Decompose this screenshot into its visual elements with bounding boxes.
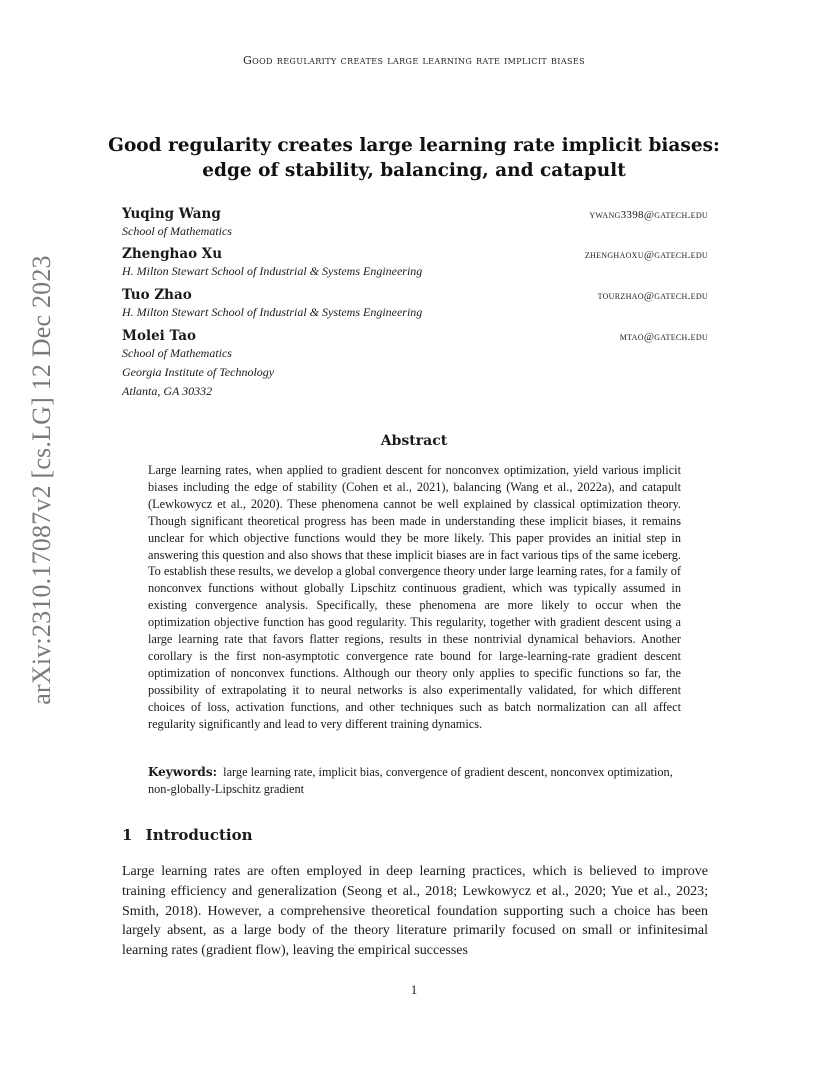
author-affiliation: H. Milton Stewart School of Industrial & Systems Engineering — [122, 264, 423, 278]
author-email: mtao@gatech.edu — [619, 331, 708, 343]
page-number: 1 — [410, 982, 418, 997]
author-affiliation: School of Mathematics — [122, 224, 232, 238]
author-name: Yuqing Wang — [122, 206, 221, 222]
abstract-text: Large learning rates, when applied to gradient descent for nonconvex optimization, yield various implicit biases including the edge of stability (Cohen et al., 2021), balancing (Wang et al., 2022a), and catapult (Lewkowycz et al., 2020). These phenomena cannot be well explained by classical optimization theory. Though significant theoretical progress has been made in understanding these implicit biases, it remains unclear for which objective functions would they be more likely. This paper provides an initial step in answering this question and also shows that these implicit biases are in fact various tips of the same iceberg. To establish these results, we develop a global convergence theory under large learning rates, for a family of nonconvex functions without globally Lipschitz continuous gradient, which was typically assumed in existing convergence analysis. Specifically, these phenomena are more likely to occur when the optimization objective function has good regularity. This regularity, together with gradient descent using a large learning rate that favors flatter regions, results in these nontrivial dynamical behaviors. Another corollary is the first non-asymptotic convergence rate bound for large-learning-rate gradient descent optimization of nonconvex functions. Although our theory only applies to specific functions so far, the possibility of extrapolating it to neural networks is also experimentally validated, for which different choices of loss, activation functions, and other techniques such as batch normalization can all affect regularity significantly and lead to very different training dynamics. — [148, 463, 681, 731]
author-name: Molei Tao — [122, 328, 196, 344]
author-block — [122, 328, 708, 401]
author-affiliation: School of Mathematics — [122, 346, 232, 360]
section-heading — [122, 826, 253, 844]
author-name: Zhenghao Xu — [122, 246, 223, 262]
arxiv-identifier: arXiv:2310.17087v2 [cs.LG] 12 Dec 2023 — [27, 255, 56, 705]
author-email: tourzhao@gatech.edu — [597, 290, 708, 302]
keywords — [148, 764, 681, 798]
running-head: Good regularity creates large learning rate implicit biases — [242, 54, 586, 67]
author-email: zhenghaoxu@gatech.edu — [584, 249, 708, 261]
author-name: Tuo Zhao — [122, 287, 192, 303]
title-line-1: Good regularity creates large learning rate implicit biases: — [108, 135, 720, 156]
author-affiliation: Atlanta, GA 30332 — [122, 384, 213, 398]
author-block — [122, 246, 708, 281]
author-block — [122, 287, 708, 322]
author-affiliation: H. Milton Stewart School of Industrial & Systems Engineering — [122, 305, 423, 319]
section-number: 1 — [122, 826, 133, 844]
author-block — [122, 206, 708, 241]
paper-title — [100, 133, 728, 183]
arxiv-identifier-sidebar — [22, 255, 62, 705]
abstract-heading: Abstract — [380, 433, 448, 449]
intro-paragraph: Large learning rates are often employed in deep learning practices, which is believed to improve training efficiency and generalization (Seong et al., 2018; Lewkowycz et al., 2020; Yue et al., 2023; Smith, 2018). However, a comprehensive theoretical foundation supporting such a choice has been largely absent, as a large body of the theory literature primarily focused on small or infinitesimal learning rates (gradient flow), leaving the empirical successes — [122, 864, 708, 959]
keywords-label: Keywords: — [148, 765, 218, 779]
author-affiliation: Georgia Institute of Technology — [122, 365, 275, 379]
author-email: ywang3398@gatech.edu — [589, 209, 708, 221]
keywords-text: large learning rate, implicit bias, convergence of gradient descent, nonconvex optimization, non-globally-Lipschitz gradient — [148, 765, 673, 796]
title-line-2: edge of stability, balancing, and catapult — [202, 160, 626, 181]
section-title: Introduction — [145, 826, 253, 844]
